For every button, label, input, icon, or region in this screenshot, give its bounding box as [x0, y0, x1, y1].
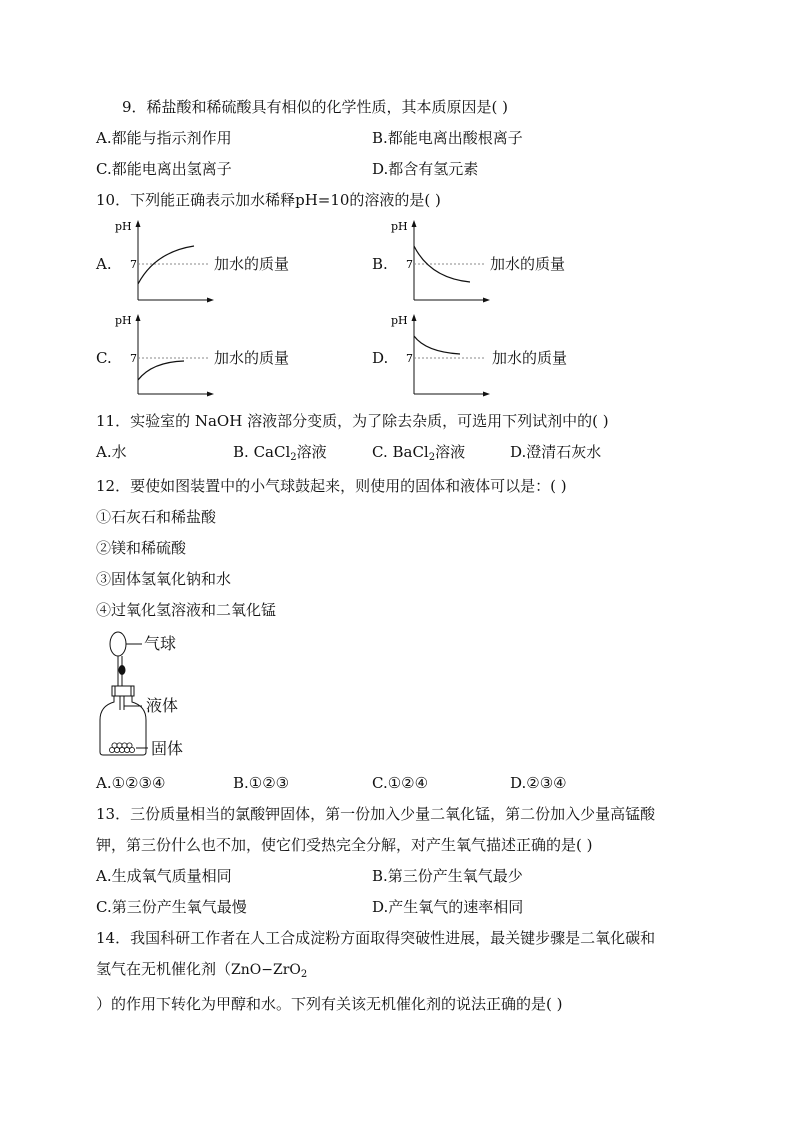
balloon-shape [110, 632, 126, 656]
q12-stem: 12．要使如图装置中的小气球鼓起来，则使用的固体和液体可以是：( ) [96, 477, 567, 495]
q11-option-c-sub: 2 [428, 452, 436, 463]
graph-a-y-label: pH [115, 220, 132, 233]
q12-option-b: B.①②③ [233, 774, 290, 792]
q11-option-c-suffix: 溶液 [435, 443, 466, 461]
q10-option-d: D. [372, 349, 389, 367]
graph-c-y-label: pH [115, 314, 132, 327]
graph-c-curve [138, 361, 184, 380]
graph-a-curve [138, 246, 194, 284]
q10-stem: 10．下列能正确表示加水稀释pH=10的溶液的是( ) [96, 191, 441, 209]
q12-item-1: ①石灰石和稀盐酸 [96, 508, 217, 526]
q11-option-c-prefix: C. [372, 443, 393, 461]
q11-stem: 11．实验室的 NaOH 溶液部分变质，为了除去杂质，可选用下列试剂中的( ) [96, 412, 609, 430]
q10-option-c: C. [96, 349, 112, 367]
q13-stem-line1: 13．三份质量相当的氯酸钾固体，第一份加入少量二氧化锰，第二份加入少量高锰酸 [96, 805, 656, 823]
q11-option-c [372, 442, 465, 468]
graph-b-y-label: pH [391, 220, 408, 233]
q12-option-d: D.②③④ [510, 774, 567, 792]
q12-item-2: ②镁和稀硫酸 [96, 539, 187, 557]
q9-stem: 9．稀盐酸和稀硫酸具有相似的化学性质，其本质原因是( ) [122, 98, 509, 116]
q10-graph-c [110, 312, 210, 402]
q10-graph-b [386, 218, 486, 308]
q12-item-4: ④过氧化氢溶液和二氧化锰 [96, 601, 277, 619]
q13-stem-line2: 钾，第三份什么也不加，使它们受热完全分解，对产生氧气描述正确的是( ) [96, 836, 593, 854]
solid-particles [109, 743, 134, 753]
graph-c-ref-label: 7 [130, 352, 137, 365]
q9-option-c: C.都能电离出氢离子 [96, 160, 232, 178]
q14-catalyst-formula: ZnO−ZrO [231, 962, 301, 978]
q14-stem-line2-prefix: 氢气在无机催化剂（ [96, 960, 232, 978]
graph-b-ref-label: 7 [406, 258, 413, 271]
q10-graph-a [110, 218, 210, 308]
q9-option-a: A.都能与指示剂作用 [96, 129, 232, 147]
q13-option-c: C.第三份产生氧气最慢 [96, 898, 247, 916]
diagram-label-balloon: 气球 [144, 634, 177, 653]
q11-option-c-formula: BaCl [392, 443, 429, 461]
graph-d-x-label: 加水的质量 [492, 349, 568, 367]
graph-d-y-label: pH [391, 314, 408, 327]
q10-option-b: B. [372, 255, 388, 273]
q11-option-b-sub: 2 [290, 452, 297, 463]
q11-option-b [233, 442, 327, 468]
graph-b-x-label: 加水的质量 [490, 255, 566, 273]
diagram-label-solid: 固体 [151, 739, 184, 758]
diagram-label-liquid: 液体 [146, 696, 179, 715]
q14-catalyst-sub: 2 [300, 969, 308, 980]
graph-a-x-label: 加水的质量 [214, 255, 290, 273]
q13-option-d: D.产生氧气的速率相同 [372, 898, 524, 916]
graph-c-x-label: 加水的质量 [214, 349, 290, 367]
graph-d-curve [414, 336, 460, 354]
q13-option-a: A.生成氧气质量相同 [96, 867, 232, 885]
q12-option-c: C.①②④ [372, 774, 429, 792]
q12-item-3: ③固体氢氧化钠和水 [96, 570, 232, 588]
q14-stem-line3: ）的作用下转化为甲醇和水。下列有关该无机催化剂的说法正确的是( ) [96, 995, 563, 1013]
q14-stem-line1: 14．我国科研工作者在人工合成淀粉方面取得突破性进展，最关键步骤是二氧化碳和 [96, 929, 656, 947]
q13-option-b: B.第三份产生氧气最少 [372, 867, 523, 885]
q12-option-a: A.①②③④ [96, 774, 166, 792]
graph-d-ref-label: 7 [406, 352, 413, 365]
q11-option-d: D.澄清石灰水 [510, 443, 602, 461]
q9-option-b: B.都能电离出酸根离子 [372, 129, 523, 147]
q10-option-a: A. [96, 255, 112, 273]
q10-graph-d [386, 312, 486, 402]
q9-option-d: D.都含有氢元素 [372, 160, 479, 178]
q14-stem-line2 [96, 959, 307, 985]
graph-a-ref-label: 7 [130, 258, 137, 271]
q11-option-a: A.水 [96, 443, 127, 461]
q11-option-b-prefix: B. [233, 443, 254, 461]
q11-option-b-formula: CaCl [253, 443, 291, 461]
q11-option-b-suffix: 溶液 [296, 443, 327, 461]
